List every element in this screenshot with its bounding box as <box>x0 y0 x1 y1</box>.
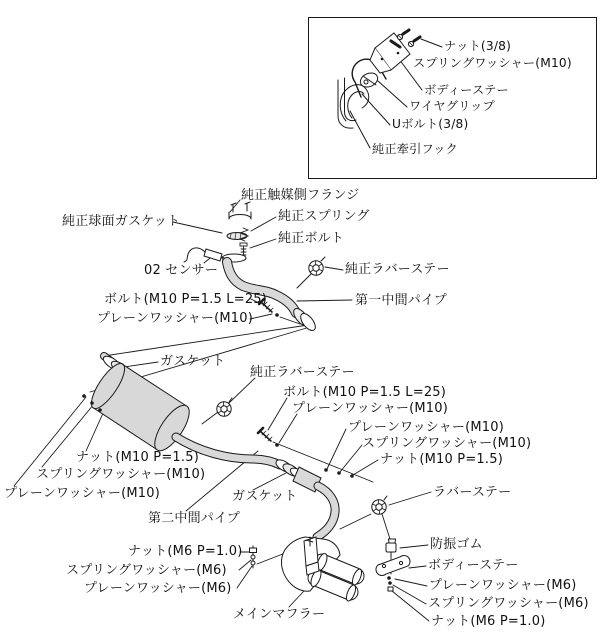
label-spring-washer-m10-left: スプリングワッシャー(M10) <box>36 467 206 482</box>
label-bolt-m10-right: ボルト(M10 P=1.5 L=25) <box>283 385 447 400</box>
oem-rubber-stay-ring-2 <box>217 402 231 416</box>
lower-body-stay <box>376 555 410 575</box>
label-first-intermediate-pipe: 第一中間パイプ <box>355 293 448 308</box>
label-main-muffler: メインマフラー <box>233 607 326 622</box>
second-intermediate-pipe-drawing <box>82 354 354 537</box>
label-gasket-upper: ガスケット <box>160 354 226 369</box>
muffler-bracket <box>304 537 319 575</box>
label-body-stay-lower: ボディーステー <box>428 558 519 573</box>
label-spring-washer-m10-right: スプリングワッシャー(M10) <box>362 436 532 451</box>
catalyst-flange <box>229 202 251 219</box>
label-oem-rubber-stay-2: 純正ラバーステー <box>250 365 355 380</box>
o2-sensor <box>184 248 228 262</box>
label-spring-washer-m6-left: スプリングワッシャー(M6) <box>66 563 227 578</box>
label-o2-sensor: 02 センサー <box>144 263 219 278</box>
label-anti-vibration-rubber: 防振ゴム <box>430 537 483 552</box>
anti-vibration-rubber <box>386 539 396 557</box>
label-catalyst-flange: 純正触媒側フランジ <box>241 188 360 203</box>
label-oem-spring: 純正スプリング <box>278 209 370 224</box>
label-spring-washer-m6-right: スプリングワッシャー(M6) <box>428 596 589 611</box>
label-inset-spring-washer: スプリングワッシャー(M10) <box>413 56 572 70</box>
label-plain-washer-m10-right-1: プレーンワッシャー(M10) <box>292 401 449 416</box>
label-rubber-stay: ラバーステー <box>433 485 512 500</box>
label-plain-washer-m10-left-bottom: プレーンワッシャー(M10) <box>4 486 161 501</box>
label-nut-m6-right: ナット(M6 P=1.0) <box>431 614 546 629</box>
label-inset-wire-grip: ワイヤグリップ <box>409 99 495 113</box>
main-muffler-drawing <box>250 496 411 602</box>
label-second-intermediate-pipe: 第二中間パイプ <box>148 511 241 526</box>
bolt-m10-icon-2 <box>258 428 272 441</box>
plain-washer-dot <box>275 313 279 317</box>
m6-fastener-column <box>250 546 257 568</box>
label-nut-m6-left: ナット(M6 P=1.0) <box>128 544 243 559</box>
label-nut-m10-right: ナット(M10 P=1.5) <box>380 452 503 467</box>
label-gasket-lower: ガスケット <box>232 489 298 504</box>
label-plain-washer-m10-right-2: プレーンワッシャー(M10) <box>348 420 505 435</box>
label-oem-bolt: 純正ボルト <box>278 231 345 246</box>
label-nut-m10-left: ナット(M10 P=1.5) <box>76 450 199 465</box>
oem-rubber-stay-ring-1 <box>309 261 323 275</box>
label-plain-washer-m6-left: プレーンワッシャー(M6) <box>84 581 232 596</box>
label-plain-washer-m10-left-top: プレーンワッシャー(M10) <box>97 311 254 326</box>
label-inset-nut: ナット(3/8) <box>444 39 512 53</box>
label-oem-rubber-stay-1: 純正ラバーステー <box>345 262 450 277</box>
label-inset-u-bolt: Uボルト(3/8) <box>392 117 469 131</box>
label-spherical-gasket: 純正球面ガスケット <box>62 214 181 229</box>
label-plain-washer-m6-right: プレーンワッシャー(M6) <box>429 578 577 593</box>
label-inset-body-stay: ボディーステー <box>424 83 509 97</box>
label-bolt-m10-left: ボルト(M10 P=1.5 L=25) <box>104 292 268 307</box>
rubber-stay-ring-3 <box>372 500 386 514</box>
label-inset-tow-hook: 純正牽引フック <box>372 142 458 156</box>
spherical-gasket <box>227 233 247 240</box>
